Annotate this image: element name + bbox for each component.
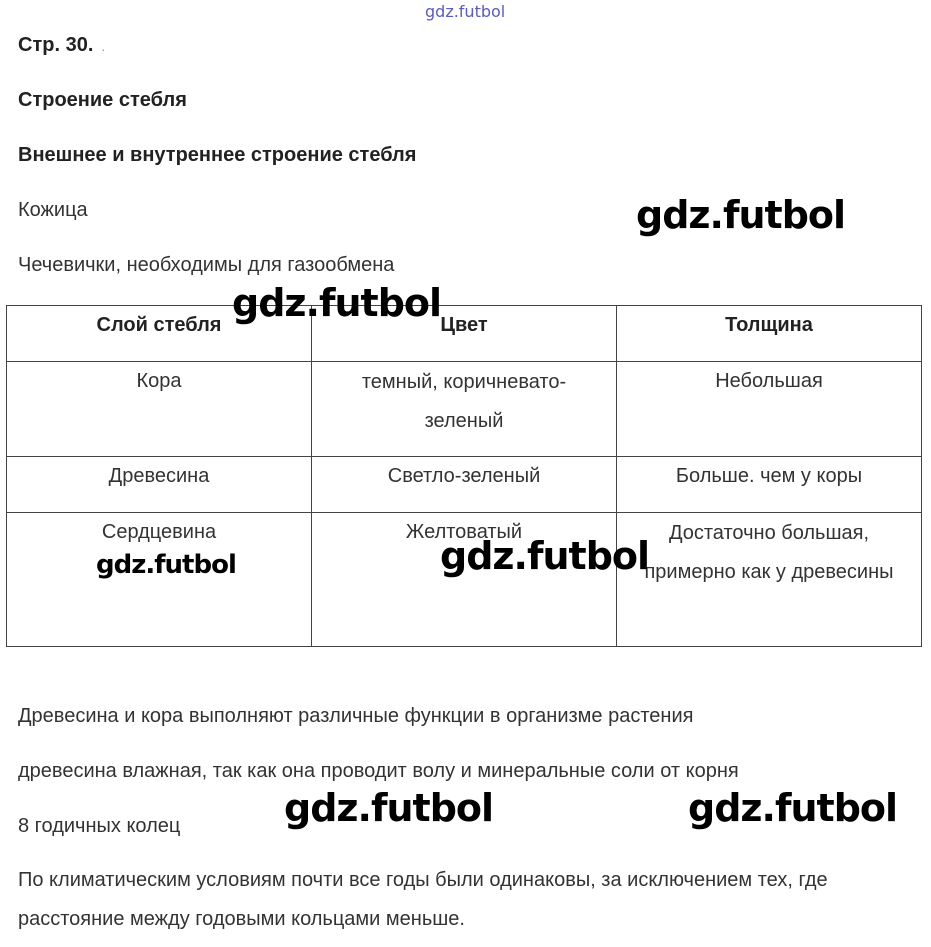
table-header-cell: Слой стебля	[7, 306, 312, 362]
table-row	[7, 457, 922, 513]
table-cell: Достаточно большая, примерно как у древесины	[617, 513, 922, 647]
watermark: gdz.futbol	[440, 534, 650, 578]
page-label-dot: .	[101, 38, 106, 54]
table-cell: Древесина	[7, 457, 312, 513]
answer-line-6: По климатическим условиям почти все годы были одинаковы, за исключением тех, где расстояние между годовыми кольцами меньше.	[18, 869, 828, 930]
watermark: gdz.futbol	[96, 550, 236, 580]
table-cell: Светло-зеленый	[312, 457, 617, 513]
table-cell: Кора	[7, 362, 312, 457]
table-cell: Сердцевина	[7, 513, 312, 647]
table-cell: темный, коричневато-зеленый	[312, 362, 617, 457]
watermark: gdz.futbol	[232, 281, 442, 325]
table-header-row	[7, 306, 922, 362]
watermark: gdz.futbol	[284, 786, 494, 830]
table-header-cell: Толщина	[617, 306, 922, 362]
answer-line-5: 8 годичных колец	[18, 815, 181, 837]
heading-external-internal: Внешнее и внутреннее строение стебля	[18, 144, 417, 166]
table-cell: Больше. чем у коры	[617, 457, 922, 513]
watermark-top: gdz.futbol	[425, 2, 506, 21]
answer-line-1: Кожица	[18, 199, 88, 221]
page-label-text: Стр. 30.	[18, 34, 94, 56]
table-header-cell: Цвет	[312, 306, 617, 362]
table-row	[7, 362, 922, 457]
watermark: gdz.futbol	[688, 786, 898, 830]
answer-line-3: Древесина и кора выполняют различные функции в организме растения	[18, 705, 694, 727]
answer-line-2: Чечевички, необходимы для газообмена	[18, 254, 395, 276]
answer-line-4: древесина влажная, так как она проводит волу и минеральные соли от корня	[18, 760, 739, 782]
page-label	[18, 34, 105, 57]
heading-stem-structure: Строение стебля	[18, 89, 187, 111]
table-cell: Желтоватый	[312, 513, 617, 647]
table-cell: Небольшая	[617, 362, 922, 457]
watermark: gdz.futbol	[636, 193, 846, 237]
stem-layers-table	[6, 305, 922, 647]
